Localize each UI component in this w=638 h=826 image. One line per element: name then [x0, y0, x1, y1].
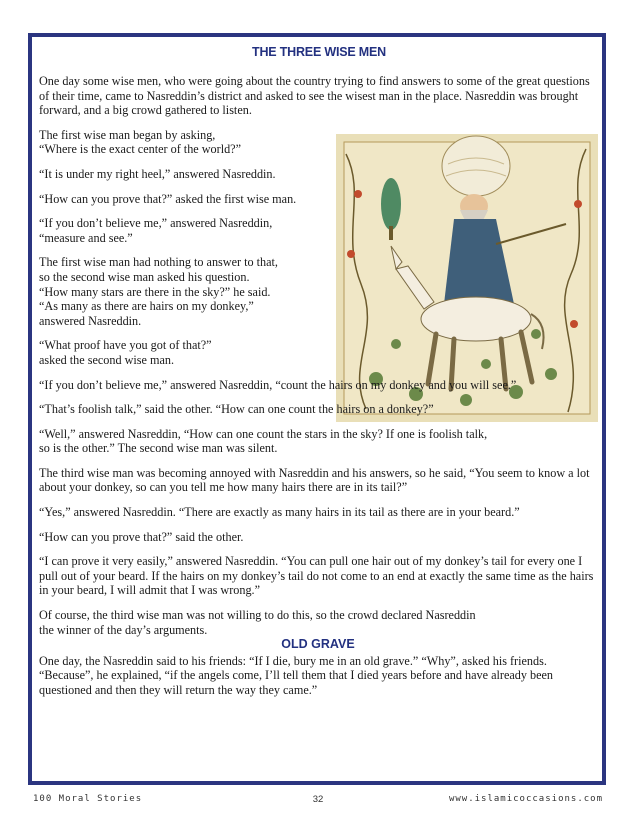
story-title: THE THREE WISE MEN — [252, 45, 386, 59]
paragraph: One day, the Nasreddin said to his friends: “If I die, bury me in an old grave.” “Why”, asked his friends. “Because”, he explained, “if the angels come, I’ll tell them that I died years before and have already been questioned and then they will return the way they came.” — [39, 653, 554, 697]
page-number: 32 — [312, 794, 324, 805]
paragraph: “It is under my right heel,” answered Nasreddin. — [39, 166, 276, 181]
story-body — [39, 74, 597, 698]
paragraph: “That’s foolish talk,” said the other. “How can one count the hairs on a donkey?” — [39, 402, 434, 417]
paragraph: “Yes,” answered Nasreddin. “There are exactly as many hairs in its tail as there are in your beard.” — [39, 505, 520, 520]
section-subtitle: OLD GRAVE — [281, 637, 355, 652]
paragraph: One day some wise men, who were going about the country trying to find answers to some of the great questions of their time, came to Nasreddin’s district and asked to see the wisest man in the place. Nasreddin was brought forward, and a big crowd gathered to listen. — [39, 74, 590, 118]
paragraph: Of course, the third wise man was not willing to do this, so the crowd declared Nasreddin the winner of the day’s arguments. — [39, 608, 476, 637]
paragraph: “If you don’t believe me,” answered Nasreddin, “measure and see.” — [39, 216, 273, 245]
paragraph: “I can prove it very easily,” answered Nasreddin. “You can pull one hair out of my donkey’s tail for every one I pull out of your beard. If the hairs on my donkey’s tail do not come to an end at exactly the same time as the hairs in your beard, I will admit that I was wrong.” — [39, 554, 594, 598]
paragraph: The first wise man had nothing to answer to that, so the second wise man asked his question. “How many stars are there in the sky?” he said. “As many as there are hairs on my donkey,” answered Nasreddin. — [39, 255, 278, 328]
paragraph: “How can you prove that?” asked the first wise man. — [39, 191, 297, 206]
paragraph: “If you don’t believe me,” answered Nasreddin, “count the hairs on my donkey and you will see.” — [39, 377, 517, 392]
footer-website[interactable]: www.islamicoccasions.com — [448, 794, 603, 804]
paragraph: “What proof have you got of that?” asked the second wise man. — [39, 338, 212, 367]
paragraph: The first wise man began by asking, “Where is the exact center of the world?” — [39, 127, 241, 157]
paragraph: “Well,” answered Nasreddin, “How can one count the stars in the sky? If one is foolish talk, so is the other.” The second wise man was silent. — [39, 426, 488, 456]
paragraph: The third wise man was becoming annoyed with Nasreddin and his answers, so he said, “You seem to know a lot about your donkey, so can you tell me how many hairs there are in its tail?” — [39, 465, 590, 495]
paragraph: “How can you prove that?” said the other. — [39, 529, 244, 544]
footer-book-title: 100 Moral Stories — [33, 794, 143, 804]
